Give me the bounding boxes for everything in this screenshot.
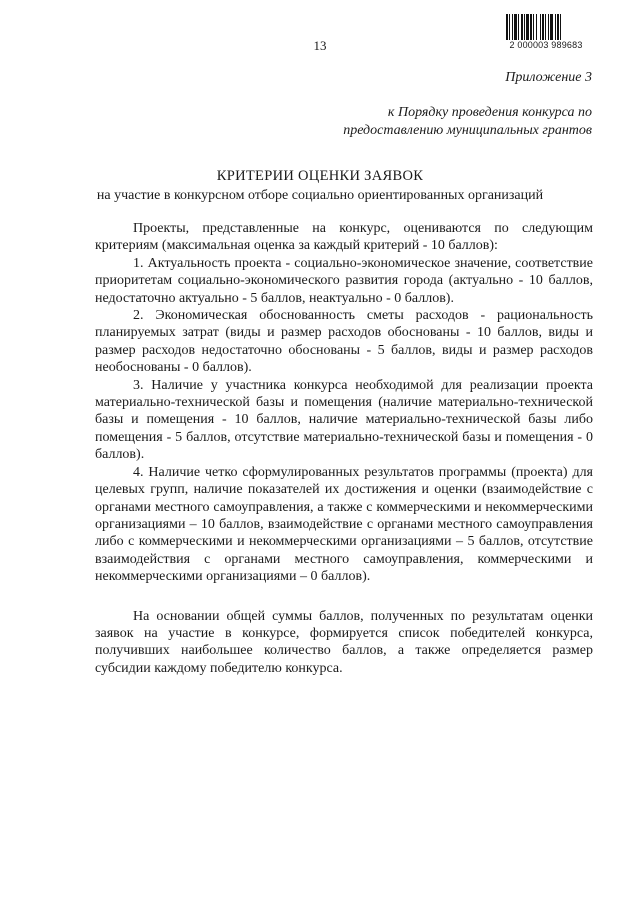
appendix-label: Приложение 3 [505,70,592,85]
document-subtitle: на участие в конкурсном отборе социально ориентированных организаций [96,188,544,203]
criterion-1: 1. Актуальность проекта - социально-экономическое значение, соответствие приоритетам социально-экономического развития города (актуально - 10 баллов, недостаточно актуально - 5 баллов, неактуально - 0 баллов). [95,255,593,306]
criterion-3: 3. Наличие у участника конкурса необходимой для реализации проекта материально-технической базы и помещения (наличие материально-технической базы и помещения - 10 баллов, наличие материально-технической базы либо помещения - 5 баллов, отсутствие материально-технической базы и помещения - 0 баллов). [95,377,593,463]
criterion-2: 2. Экономическая обоснованность сметы расходов - рациональность планируемых затрат (виды и размер расходов обоснованы - 10 баллов, виды и размер расходов недостаточно обоснованы - 5 баллов, виды и размер расходов необоснованы - 0 баллов). [95,308,593,376]
appendix-reference-line: к Порядку проведения конкурса по [387,105,592,120]
conclusion-paragraph: На основании общей суммы баллов, полученных по результатам оценки заявок на участие в конкурсе, формируется список победителей конкурса, получивших наибольшее количество баллов, а также определяется размер субсидии каждому победителю конкурса. [95,608,593,676]
criterion-4: 4. Наличие четко сформулированных результатов программы (проекта) для целевых групп, наличие показателей их достижения и оценки (взаимодействие с органами местного самоуправления, а также с коммерческими и некоммерческими организациями – 10 баллов, взаимодействие с органами местного самоуправления либо с коммерческими и некоммерческими организациями – 5 баллов, отсутствие взаимодействия с органами местного самоуправления, коммерческими и некоммерческими организациями – 0 баллов). [95,464,593,585]
intro-paragraph: Проекты, представленные на конкурс, оцениваются по следующим критериям (максимальная оценка за каждый критерий - 10 баллов): [95,221,593,254]
appendix-reference-line: предоставлению муниципальных грантов [343,123,592,138]
barcode [506,14,594,40]
page-number: 13 [313,38,327,53]
appendix-reference [192,104,592,140]
barcode-number: 2 000003 989683 [509,40,583,50]
document-title: КРИТЕРИИ ОЦЕНКИ ЗАЯВОК [216,168,424,184]
document-body [95,220,593,677]
